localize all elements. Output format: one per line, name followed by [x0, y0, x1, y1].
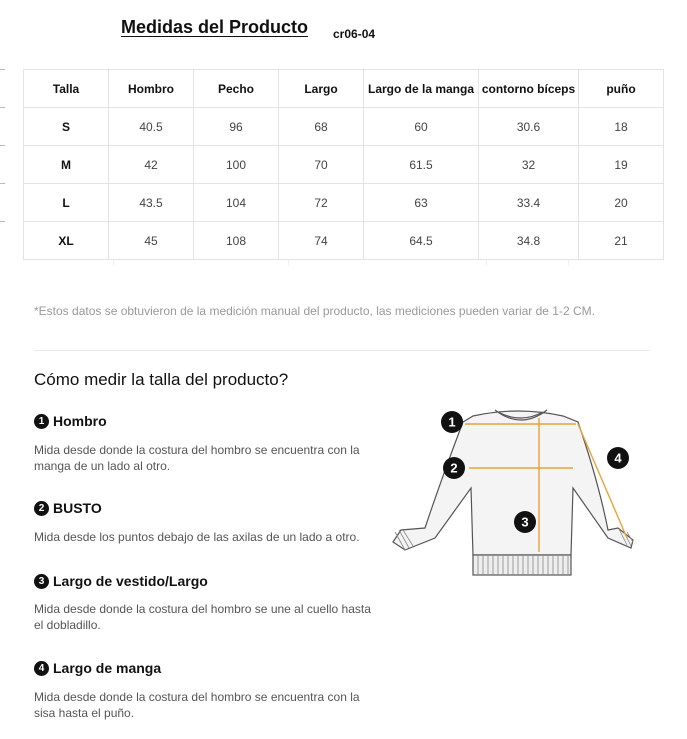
col-hombro: Hombro	[109, 70, 194, 108]
diagram-marker-1	[441, 411, 463, 433]
table-row	[24, 184, 664, 222]
diagram-marker-3	[514, 511, 536, 533]
section-largo-desc: Mida desde donde la costura del hombro se une al cuello hasta el dobladillo.	[34, 602, 371, 632]
table-cell: 96	[194, 108, 279, 146]
section-title: BUSTO	[53, 500, 102, 516]
divider	[34, 350, 650, 351]
measurement-note: *Estos datos se obtuvieron de la medición manual del producto, las mediciones pueden variar de 1-2 CM.	[34, 304, 595, 318]
table-cell: 21	[579, 222, 664, 260]
number-badge-4: 4	[34, 661, 49, 676]
table-cell: 70	[279, 146, 364, 184]
table-tail-row	[23, 259, 663, 265]
sweater-diagram-icon	[383, 400, 668, 580]
section-title: Hombro	[53, 413, 107, 429]
table-row	[24, 222, 664, 260]
col-largo-manga: Largo de la manga	[364, 70, 479, 108]
table-cell: 61.5	[364, 146, 479, 184]
table-header-row	[24, 70, 664, 108]
table-cell: 32	[479, 146, 579, 184]
table-cell: 104	[194, 184, 279, 222]
table-cell: 100	[194, 146, 279, 184]
section-hombro-heading	[34, 413, 107, 429]
section-busto-heading	[34, 500, 102, 516]
marker-label: 1	[448, 414, 456, 430]
col-contorno-biceps: contorno bíceps	[479, 70, 579, 108]
marker-label: 4	[614, 450, 622, 466]
table-cell: 63	[364, 184, 479, 222]
section-largo-heading	[34, 573, 208, 589]
number-badge-2: 2	[34, 501, 49, 516]
table-cell: 64.5	[364, 222, 479, 260]
size-table	[23, 69, 664, 260]
col-talla: Talla	[24, 70, 109, 108]
table-cell: XL	[24, 222, 109, 260]
page-title: Medidas del Producto	[121, 17, 309, 37]
table-cell: 68	[279, 108, 364, 146]
table-cell: 34.8	[479, 222, 579, 260]
marker-label: 3	[521, 514, 529, 530]
table-cell: 33.4	[479, 184, 579, 222]
col-puno: puño	[579, 70, 664, 108]
guide-heading: Cómo medir la talla del producto?	[34, 370, 289, 389]
table-cell: M	[24, 146, 109, 184]
table-cell: 43.5	[109, 184, 194, 222]
table-cell: L	[24, 184, 109, 222]
product-code: cr06-04	[333, 27, 376, 41]
section-manga-heading	[34, 660, 161, 676]
table-cell: 30.6	[479, 108, 579, 146]
table-cell: 20	[579, 184, 664, 222]
section-hombro-desc: Mida desde donde la costura del hombro se encuentra con la manga de un lado al otro.	[34, 443, 360, 473]
marker-label: 2	[450, 460, 458, 476]
table-cell: 74	[279, 222, 364, 260]
table-cell: 18	[579, 108, 664, 146]
diagram-marker-4	[607, 447, 629, 469]
section-manga-desc: Mida desde donde la costura del hombro se encuentra con la sisa hasta el puño.	[34, 690, 360, 720]
table-row	[24, 108, 664, 146]
section-title: Largo de manga	[53, 660, 162, 676]
table-cell: 40.5	[109, 108, 194, 146]
table-cell: 19	[579, 146, 664, 184]
diagram-marker-2	[443, 457, 465, 479]
table-cell: 45	[109, 222, 194, 260]
section-busto-desc: Mida desde los puntos debajo de las axilas de un lado a otro.	[34, 530, 360, 544]
number-badge-3: 3	[34, 574, 49, 589]
table-cell: 108	[194, 222, 279, 260]
col-largo: Largo	[279, 70, 364, 108]
col-pecho: Pecho	[194, 70, 279, 108]
table-cell: 72	[279, 184, 364, 222]
section-title: Largo de vestido/Largo	[53, 573, 208, 589]
number-badge-1: 1	[34, 414, 49, 429]
table-cell: 42	[109, 146, 194, 184]
table-cell: S	[24, 108, 109, 146]
table-row	[24, 146, 664, 184]
table-cell: 60	[364, 108, 479, 146]
